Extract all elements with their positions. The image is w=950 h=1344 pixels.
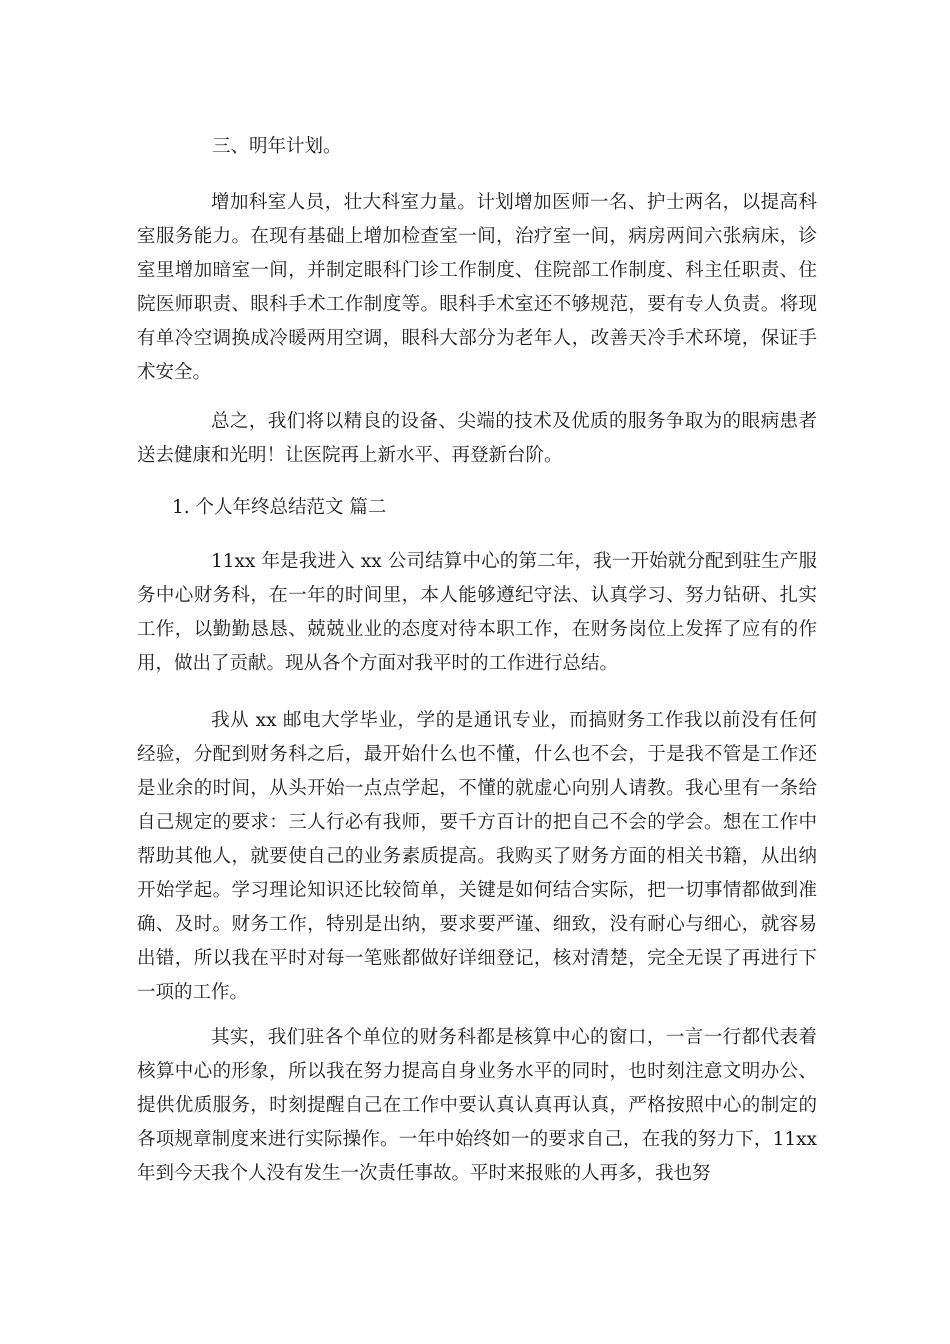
- paragraph-summary: 总之，我们将以精良的设备、尖端的技术及优质的服务争取为的眼病患者送去健康和光明！让医院再上新水平、再登新台阶。: [137, 411, 817, 466]
- paragraph-plan: 增加科室人员，壮大科室力量。计划增加医师一名、护士两名，以提高科室服务能力。在现有基础上增加检查室一间，治疗室一间，病房两间六张病床，诊室里增加暗室一间，并制定眼科门诊工作制度、住院部工作制度、科主任职责、住院医师职责、眼科手术工作制度等。眼科手术室还不够规范，要有专人负责。将现有单冷空调换成冷暖两用空调，眼科大部分为老年人，改善天冷手术环境，保证手术安全。: [137, 192, 817, 383]
- section-heading-plan: 三、明年计划。: [212, 136, 342, 157]
- paragraph-intro: 11xx 年是我进入 xx 公司结算中心的第二年，我一开始就分配到驻生产服务中心财务科，在一年的时间里，本人能够遵纪守法、认真学习、努力钻研、扎实工作，以勤勤恳恳、兢兢业业的态度对待本职工作，在财务岗位上发挥了应有的作用，做出了贡献。现从各个方面对我平时的工作进行总结。: [137, 551, 817, 674]
- paragraph-service: 其实，我们驻各个单位的财务科都是核算中心的窗口，一言一行都代表着核算中心的形象，所以我在努力提高自身业务水平的同时，也时刻注意文明办公、提供优质服务，时刻提醒自己在工作中要认真认真再认真，严格按照中心的制定的各项规章制度来进行实际操作。一年中始终如一的要求自己，在我的努力下，11xx 年到今天我个人没有发生一次责任事故。平时来报账的人再多，我也努: [137, 1027, 817, 1184]
- paragraph-study: 我从 xx 邮电大学毕业，学的是通讯专业，而搞财务工作我以前没有任何经验，分配到财务科之后，最开始什么也不懂，什么也不会，于是我不管是工作还是业余的时间，从头开始一点点学起，不懂的就虚心向别人请教。我心里有一条给自己规定的要求：三人行必有我师，要千方百计的把自己不会的学会。想在工作中帮助其他人，就要使自己的业务素质提高。我购买了财务方面的相关书籍，从出纳开始学起。学习理论知识还比较简单，关键是如何结合实际，把一切事情都做到准确、及时。财务工作，特别是出纳，要求要严谨、细致，没有耐心与细心，就容易出错，所以我在平时对每一笔账都做好详细登记，核对清楚，完全无误了再进行下一项的工作。: [137, 710, 817, 1003]
- section-heading-part-two: 1. 个人年终总结范文 篇二: [172, 497, 387, 518]
